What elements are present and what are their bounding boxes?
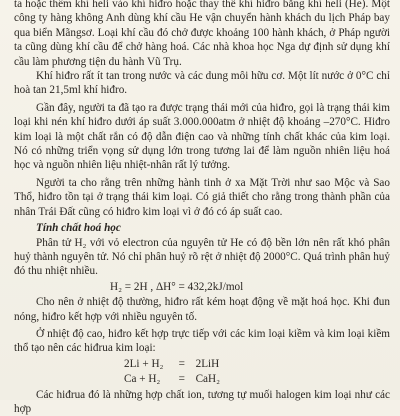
formula-calcium-op: = [178, 373, 185, 386]
section-heading: Tính chất hoá học [36, 222, 121, 235]
paragraph-1: ta hoặc thêm khí heli vào khí hiđro hoặc thay thế khí hiđro bằng khí heli (He). Một công ty hàng không Anh dùng khí cầu He vận chuyển hành khách du lịch Pháp bay qua biển Mãngsơ. Loại khí cầu đó chở được khoảng 100 hành khách, ở Pháp người ta cũng dùng khí cầu để chở hàng hoá. Các nhà khoa học Nga dự định sử dụng khí cầu làm phương tiện du hành Vũ Trụ. [14, 0, 390, 68]
paragraph-2: Khí hiđro rất ít tan trong nước và các dung môi hữu cơ. Một lít nước ở 0°C chỉ hoà tan 21,5ml khí hiđro. [14, 70, 390, 97]
paragraph-7: Ở nhiệt độ cao, hiđro kết hợp trực tiếp với các kim loại kiềm và kim loại kiềm thổ tạo nên các hiđrua kim loại: [14, 327, 390, 355]
formula-lithium [14, 357, 390, 371]
formula-lithium-right: 2LiH [195, 357, 220, 370]
formula-lithium-left: 2Li + H₂ [124, 357, 164, 370]
page-text [14, 0, 390, 416]
paragraph-6: Cho nên ở nhiệt độ thường, hiđro rất kém hoạt động về mặt hoá học. Khi đun nóng, hiđro kết hợp với nhiều nguyên tố. [14, 296, 390, 323]
formula-calcium-left: Ca + H₂ [124, 373, 161, 386]
formula-lithium-op: = [178, 357, 185, 370]
paragraph-8-cut: Các hiđrua đó là những hợp chất ion, tương tự muối halogen kim loại như các hợp [14, 388, 390, 415]
formula-calcium [14, 372, 390, 386]
paragraph-5: Phân tử H₂ với vỏ electron của nguyên tử He có độ bền lớn nên rất khó phân huỷ thành nguyên tử. Nó chỉ phân huỷ rõ rệt ở nhiệt độ 2000°C. Quá trình phân huỷ đó thu nhiệt nhiều. [14, 236, 390, 278]
paragraph-3: Gần đây, người ta đã tạo ra được trạng thái mới của hiđro, gọi là trạng thái kim loại khi nén khí hiđro dưới áp suất 3.000.000atm ở nhiệt độ khoảng –270°C. Hiđro kim loại là một chất rắn có độ dẫn điện cao và những tính chất khác của kim loại. Nó có những triển vọng sử dụng lớn trong tương lai để làm nguồn nhiên liệu hoá học và nguồn nhiên liệu nhiệt-nhân rất lý tưởng. [14, 101, 390, 172]
formula-decomposition: H₂ = 2H , ΔH° = 432,2kJ/mol [110, 280, 244, 293]
paragraph-4: Người ta cho rằng trên những hành tinh ở xa Mặt Trời như sao Mộc và Sao Thổ, hiđro tồn tại ở trạng thái kim loại. Có giả thiết cho rằng trong thành phần của nhân Trái Đất cũng có hiđro kim loại vì ở đó có áp suất cao. [14, 176, 390, 218]
formula-calcium-right: CaH₂ [195, 373, 221, 386]
